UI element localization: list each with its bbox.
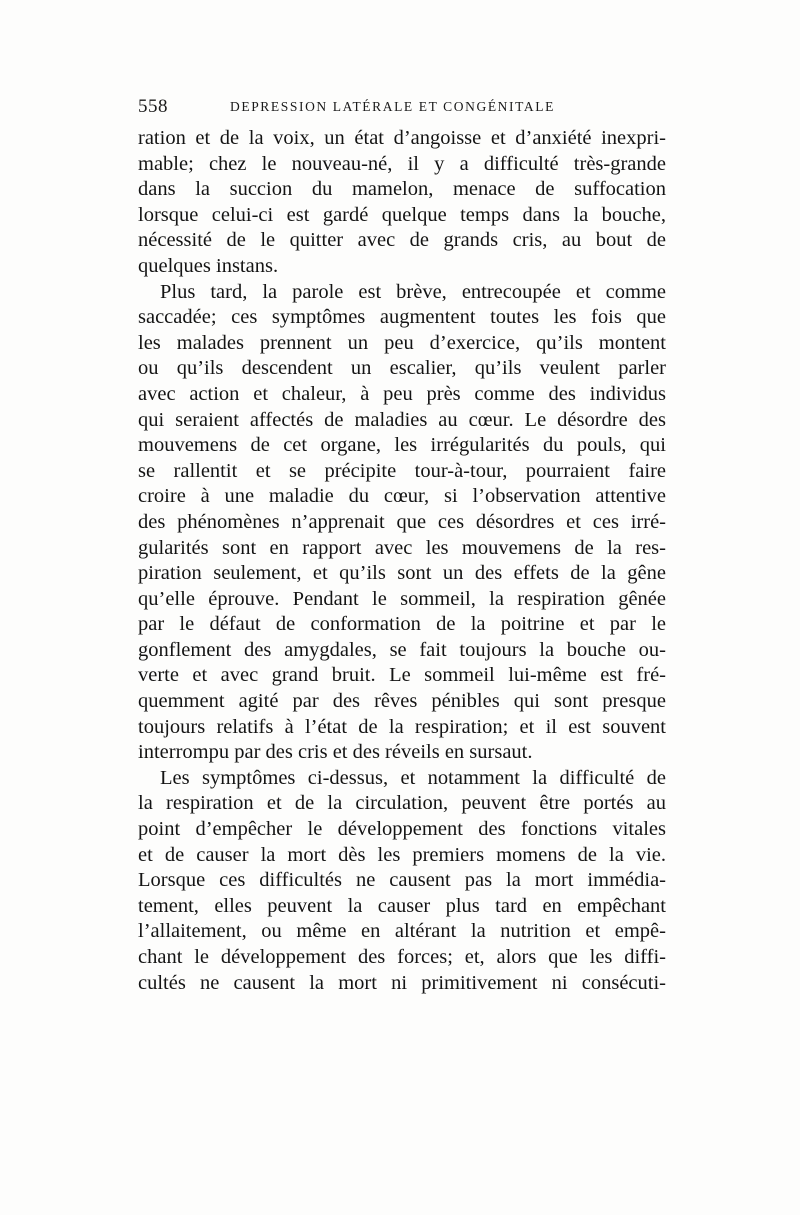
text-line: ou qu’ils descendent un escalier, qu’ils veulent parler — [138, 357, 666, 380]
text-line: avec action et chaleur, à peu près comme des individus — [138, 382, 666, 405]
running-head: DEPRESSION LATÉRALE ET CONGÉNITALE — [230, 99, 555, 114]
text-line: par le défaut de conformation de la poitrine et par le — [138, 613, 666, 636]
text-line: interrompu par des cris et des réveils en sursaut. — [138, 741, 533, 764]
text-line: des phénomènes n’apprenait que ces désordres et ces irré- — [138, 510, 666, 533]
text-line: la respiration et de la circulation, peuvent être portés au — [138, 792, 666, 815]
text-line: l’allaitement, ou même en altérant la nutrition et empê- — [138, 920, 666, 943]
text-line: gonflement des amygdales, se fait toujours la bouche ou- — [138, 638, 666, 661]
text-line: quelques instans. — [138, 254, 279, 277]
text-line: gularités sont en rapport avec les mouvemens de la res- — [138, 536, 666, 559]
text-line: se rallentit et se précipite tour-à-tour, pourraient faire — [138, 459, 666, 482]
body-text — [138, 126, 666, 996]
paragraph-start-line: Plus tard, la parole est brève, entrecoupée et comme — [160, 280, 666, 303]
text-line: qui seraient affectés de maladies au cœur. Le désordre des — [138, 408, 666, 431]
text-line: toujours relatifs à l’état de la respiration; et il est souvent — [138, 715, 666, 738]
text-line: nécessité de le quitter avec de grands cris, au bout de — [138, 229, 666, 252]
text-line: mouvemens de cet organe, les irrégularités du pouls, qui — [138, 434, 666, 457]
text-line: qu’elle éprouve. Pendant le sommeil, la respiration gênée — [138, 587, 666, 610]
text-line: point d’empêcher le développement des fonctions vitales — [138, 818, 666, 841]
text-line: cultés ne causent la mort ni primitivement ni consécuti- — [138, 971, 666, 994]
page-number: 558 — [138, 96, 168, 117]
text-line: les malades prennent un peu d’exercice, qu’ils montent — [138, 331, 666, 354]
text-line: lorsque celui-ci est gardé quelque temps dans la bouche, — [138, 203, 666, 226]
text-line: tement, elles peuvent la causer plus tard en empêchant — [138, 894, 666, 917]
text-line: saccadée; ces symptômes augmentent toutes les fois que — [138, 306, 666, 329]
paragraph-start-line: Les symptômes ci-dessus, et notamment la difficulté de — [160, 766, 666, 789]
text-line: Lorsque ces difficultés ne causent pas la mort immédia- — [138, 869, 666, 892]
text-line: ration et de la voix, un état d’angoisse et d’anxiété inexpri- — [138, 127, 666, 149]
text-line: chant le développement des forces; et, alors que les diffi- — [138, 946, 666, 968]
text-line: dans la succion du mamelon, menace de suffocation — [138, 178, 666, 201]
text-line: croire à une maladie du cœur, si l’observation attentive — [138, 485, 666, 508]
text-line: piration seulement, et qu’ils sont un des effets de la gêne — [138, 562, 666, 585]
text-line: quemment agité par des rêves pénibles qui sont presque — [138, 690, 666, 713]
text-line: mable; chez le nouveau-né, il y a difficulté très-grande — [138, 152, 666, 175]
text-line: et de causer la mort dès les premiers momens de la vie. — [138, 843, 666, 866]
text-line: verte et avec grand bruit. Le sommeil lui-même est fré- — [138, 664, 666, 687]
page-header — [138, 96, 668, 126]
